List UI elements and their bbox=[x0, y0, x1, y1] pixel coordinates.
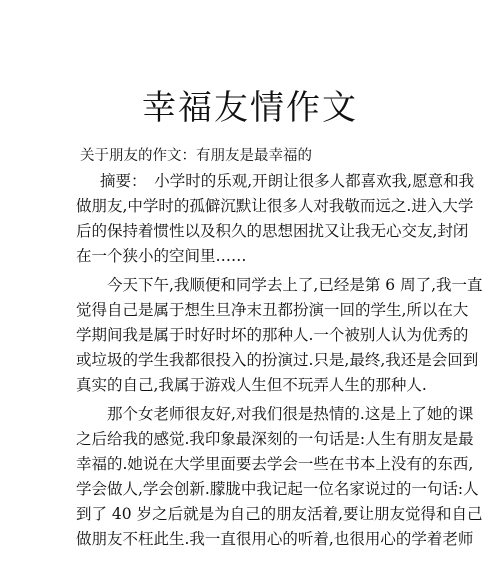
body-line: 觉得自己是属于想生旦净末丑都扮演一回的学生,所以在大 bbox=[76, 301, 469, 319]
body-line: 在一个狭小的空间里…… bbox=[76, 247, 247, 265]
body-line: 幸福的.她说在大学里面要去学会一些在书本上没有的东西, bbox=[76, 455, 474, 473]
body-line: 后的保持着惯性以及积久的思想困扰又让我无心交友,封闭 bbox=[76, 222, 469, 240]
body-line: 或垃圾的学生我都很投入的扮演过.只是,最终,我还是会回到 bbox=[76, 351, 479, 369]
body-line: 今天下午,我顺便和同学去上了,已经是第 6 周了,我一直 bbox=[107, 276, 483, 294]
body-line: 学期间我是属于时好时坏的那种人.一个被别人认为优秀的 bbox=[76, 326, 469, 344]
body-line: 做朋友,中学时的孤僻沉默让很多人对我敬而远之.进入大学 bbox=[76, 197, 474, 215]
body-line: 做朋友不枉此生.我一直很用心的听着,也很用心的学着老师 bbox=[76, 530, 474, 548]
body-line: 真实的自己,我属于游戏人生但不玩弄人生的那种人. bbox=[76, 376, 427, 394]
document-title: 幸福友情作文 bbox=[142, 88, 358, 128]
body-line: 之后给我的感觉.我印象最深刻的一句话是:人生有朋友是最 bbox=[76, 430, 474, 448]
document-subtitle: 关于朋友的作文：有朋友是最幸福的 bbox=[80, 148, 312, 164]
body-line: 那个女老师很友好,对我们很是热情的.这是上了她的课 bbox=[107, 405, 474, 423]
body-line: 摘要： 小学时的乐观,开朗让很多人都喜欢我,愿意和我 bbox=[100, 172, 475, 190]
body-line: 学会做人,学会创新.朦胧中我记起一位名家说过的一句话:人 bbox=[76, 480, 479, 498]
body-line: 到了 40 岁之后就是为自己的朋友活着,要让朋友觉得和自己 bbox=[76, 505, 483, 523]
